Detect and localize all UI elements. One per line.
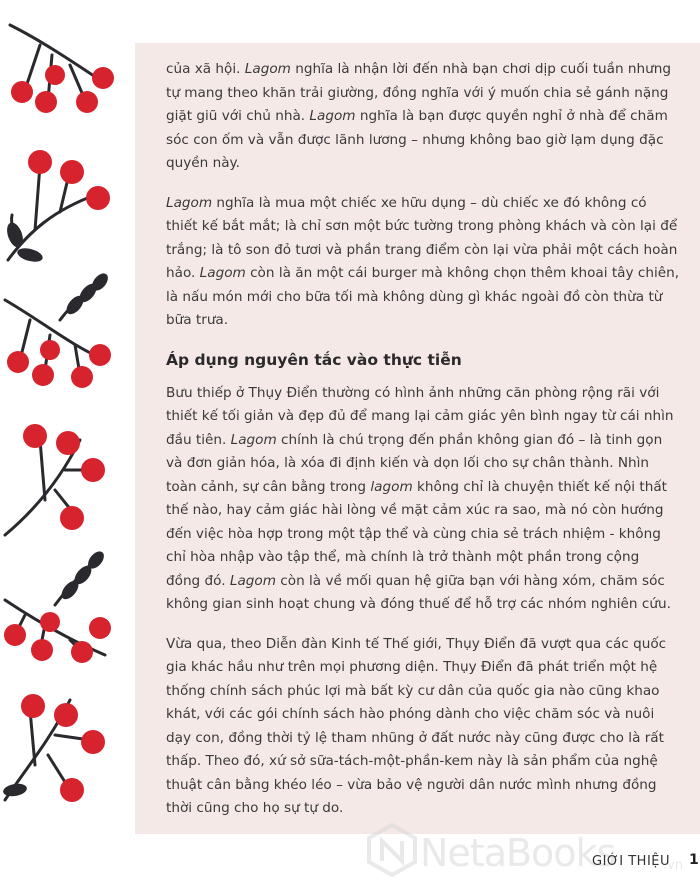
text-line: thấp. Theo đó, xứ sở sữa-tách-một-phần-kem này là sản phẩm của nghệ xyxy=(166,753,658,769)
text-line: Bưu thiếp ở Thụy Điển thường có hình ảnh những căn phòng rộng rãi với xyxy=(166,384,660,401)
text-line: đến việc hòa hợp trong một tập thể và cùng chia sẻ trách nhiệm - không xyxy=(166,525,661,542)
emphasis-term: Lagom xyxy=(230,431,277,448)
text-line: Lagom nghĩa là mua một chiếc xe hữu dụng – dù chiếc xe đó không có xyxy=(166,194,647,211)
text-line: thiết kế bắt mắt; là chỉ sơn một bức tường trong phòng khách và còn lại để xyxy=(166,218,678,234)
watermark-brand: NetaBooks xyxy=(420,831,616,875)
emphasis-term: Lagom xyxy=(166,194,213,211)
emphasis-term: lagom xyxy=(370,478,413,495)
text-line: thế nào, hay cảm giác hài lòng về mặt cảm xúc ra sao, mà nó còn hướng xyxy=(166,502,664,518)
text-line: và đơn giản hóa, là xóa đi định kiến và dọn lối cho sự chân thành. Nhìn xyxy=(166,455,650,471)
text-line: gia khác hầu như trên mọi phương diện. Thụy Điển đã phát triển một hệ xyxy=(166,659,658,675)
paragraph xyxy=(166,633,681,821)
text-line: tự mang theo khăn trải giường, đồng nghĩa với ý muốn chia sẻ gánh nặng xyxy=(166,84,669,101)
emphasis-term: Lagom xyxy=(244,61,291,77)
text-line: của xã hội. Lagom nghĩa là nhận lời đến nhà bạn chơi dịp cuối tuần nhưng xyxy=(166,61,671,77)
text-line: thiết kế tối giản và đẹp đủ để mang lại cảm giác yên bình ngay từ cái nhìn xyxy=(166,408,674,424)
text-line: không gian sinh hoạt chung và đóng thuế để hỗ trợ các nhóm nghiên cứu. xyxy=(166,596,671,612)
text-line: hảo. Lagom còn là ăn một cái burger mà không chọn thêm khoai tây chiên, xyxy=(166,265,680,281)
text-line: thuật cân bằng khéo léo – vừa bảo vệ người dân nước mình nhưng đồng xyxy=(166,776,657,793)
text-line: quyền này. xyxy=(166,155,240,171)
text-line: thời cũng cho họ sự tự do. xyxy=(166,800,344,816)
text-line: chỉ hòa nhập vào tập thể, mà chính là trở thành một phần trong cộng xyxy=(166,549,640,565)
text-line: trắng; là tô son đỏ tươi và phần trang điểm còn lại vừa phải một cách hoàn xyxy=(166,241,678,258)
text-line: thống chính sách phúc lợi mà bất kỳ cư dân của quốc gia nào cũng khao xyxy=(166,682,660,699)
text-line: khát, với các gói chính sách hào phóng dành cho việc chăm sóc và nuôi xyxy=(166,706,655,722)
paragraph xyxy=(166,382,681,617)
emphasis-term: Lagom xyxy=(309,108,356,124)
emphasis-term: Lagom xyxy=(199,265,246,281)
text-line: đầu tiên. Lagom chính là chú trọng đến phần không gian đó – là tinh gọn xyxy=(166,431,663,448)
watermark-suffix: .vn xyxy=(663,858,684,873)
berry-branch-illustration xyxy=(0,0,135,893)
emphasis-term: Lagom xyxy=(229,572,276,589)
text-line: bữa trưa. xyxy=(166,312,229,328)
text-line: Vừa qua, theo Diễn đàn Kinh tế Thế giới, Thụy Điển đã vượt qua các quốc xyxy=(166,635,667,652)
text-line: đồng đó. Lagom còn là về mối quan hệ giữa bạn với hàng xóm, chăm sóc xyxy=(166,572,665,589)
text-line: là nấu món mới cho bữa tối mà không dùng gì khác ngoài đồ còn thừa từ xyxy=(166,288,663,305)
text-line: sóc con ốm và vẫn được lãnh lương – nhưng không bao giờ lạm dụng đặc xyxy=(166,131,664,148)
section-heading: Áp dụng nguyên tắc vào thực tiễn xyxy=(166,350,462,369)
section-label: GIỚI THIỆU xyxy=(592,854,671,869)
paragraph xyxy=(166,192,681,333)
page-number: 1 xyxy=(689,852,699,868)
body-text xyxy=(166,58,681,837)
paragraph xyxy=(166,58,681,176)
text-line: toàn cảnh, sự cân bằng trong lagom không chỉ là chuyện thiết kế nội thất xyxy=(166,478,667,495)
text-line: dạy con, đồng thời tỷ lệ tham nhũng ở đất nước này cũng được cho là rất xyxy=(166,729,664,746)
text-line: giặt giũ với chủ nhà. Lagom nghĩa là bạn được quyền nghỉ ở nhà để chăm xyxy=(166,108,668,124)
